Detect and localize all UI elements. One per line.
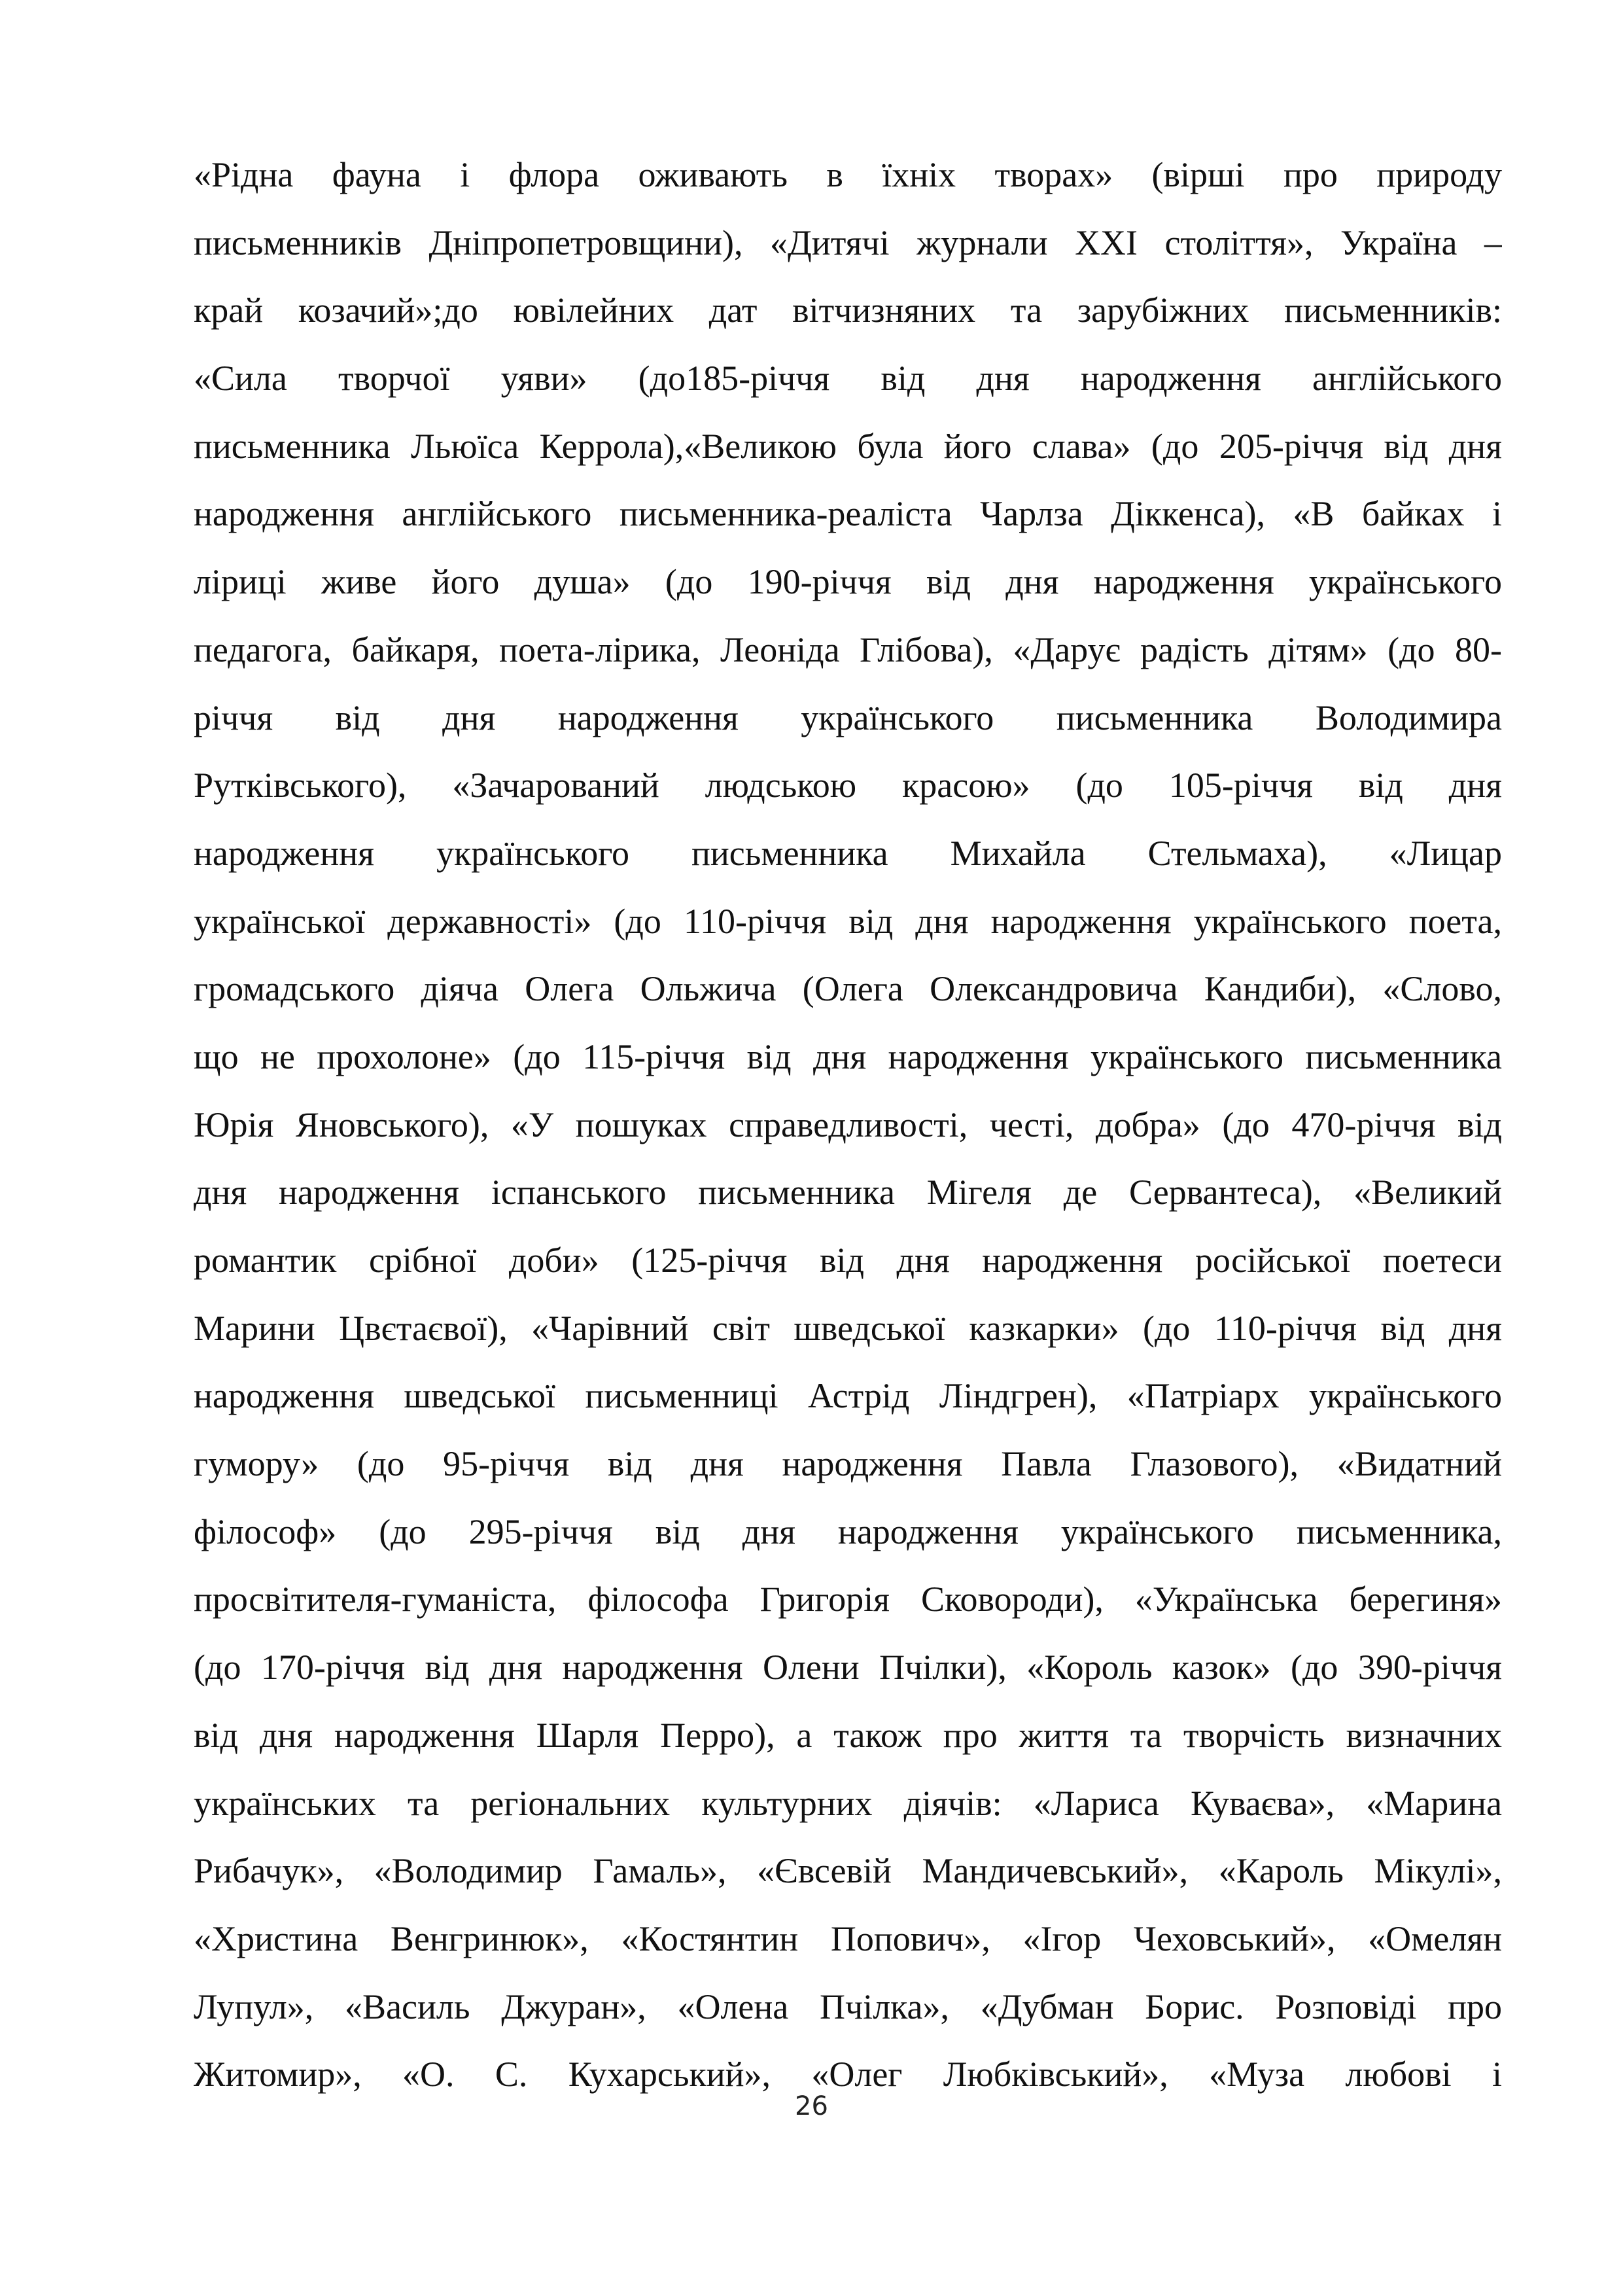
text-line: (до 170-річчя від дня народження Олени Пчілки), «Король казок» (до 390-річчя [194,1648,1502,1687]
body-paragraph [194,141,1502,2109]
text-line: філософ» (до 295-річчя від дня народження українського письменника, [194,1511,1502,1551]
text-line: письменників Дніпропетровщини), «Дитячі журнали XXI століття», Україна – [194,222,1502,262]
text-line: край козачий»;до ювілейних дат вітчизняних та зарубіжних письменників: [194,291,1502,330]
text-line: Марини Цвєтаєвої), «Чарівний світ шведської казкарки» (до 110-річчя від дня [194,1308,1502,1348]
text-line: від дня народження Шарля Перро), а також про життя та творчість визначних [194,1715,1502,1755]
text-line: письменника Льюїса Керрола),«Великою була його слава» (до 205-річчя від дня [194,426,1502,466]
text-line: Рутківського), «Зачарований людською красою» (до 105-річчя від дня [194,766,1502,805]
text-line: народження українського письменника Михайла Стельмаха), «Лицар [194,833,1502,873]
text-line: українських та регіональних культурних діячів: «Лариса Куваєва», «Марина [194,1783,1502,1823]
text-line: громадського діяча Олега Ольжича (Олега Олександровича Кандиби), «Слово, [194,969,1502,1009]
text-line: Житомир», «О. С. Кухарський», «Олег Любківський», «Муза любові і [194,2055,1502,2094]
text-line: річчя від дня народження українського письменника Володимира [194,698,1502,737]
text-line: Лупул», «Василь Джуран», «Олена Пчілка», «Дубман Борис. Розповіді про [194,1987,1502,2026]
text-line: Рибачук», «Володимир Гамаль», «Євсевій Мандичевський», «Кароль Мікулі», [194,1851,1502,1891]
text-line: педагога, байкаря, поета-лірика, Леоніда Глібова), «Дарує радість дітям» (до 80- [194,629,1502,669]
text-line: народження англійського письменника-реаліста Чарлза Діккенса), «В байках і [194,494,1502,534]
text-line: «Сила творчої уяви» (до185-річчя від дня народження англійського [194,359,1502,398]
text-line: «Рідна фауна і флора оживають в їхніх творах» (вірші про природу [194,155,1502,194]
text-line: народження шведської письменниці Астрід Ліндгрен), «Патріарх українського [194,1376,1502,1416]
text-line: ліриці живе його душа» (до 190-річчя від дня народження українського [194,562,1502,602]
text-line: Юрія Яновського), «У пошуках справедливості, честі, добра» (до 470-річчя від [194,1104,1502,1144]
text-line: гумору» (до 95-річчя від дня народження Павла Глазового), «Видатний [194,1444,1502,1484]
text-line: романтик срібної доби» (125-річчя від дня народження російської поетеси [194,1241,1502,1280]
page-number: 26 [795,2091,828,2121]
text-line: просвітителя-гуманіста, філософа Григорія Сковороди), «Українська берегиня» [194,1580,1502,1619]
text-line: української державності» (до 110-річчя від дня народження українського поета, [194,901,1502,941]
text-line: що не прохолоне» (до 115-річчя від дня народження українського письменника [194,1036,1502,1076]
text-line: дня народження іспанського письменника Мігеля де Сервантеса), «Великий [194,1173,1502,1212]
text-line: «Христина Венгринюк», «Костянтин Попович», «Ігор Чеховський», «Омелян [194,1918,1502,1958]
